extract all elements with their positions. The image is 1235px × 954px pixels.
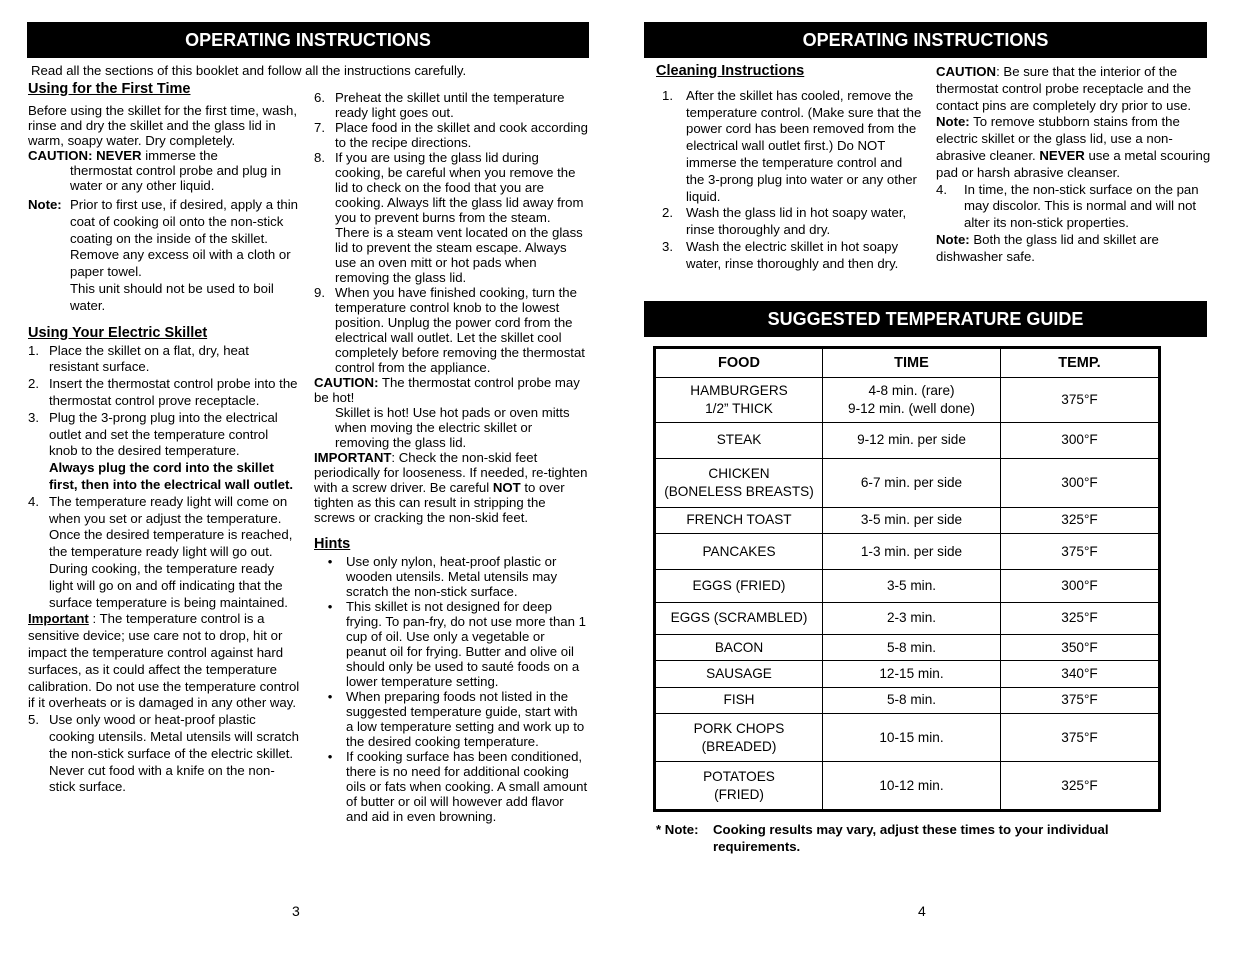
temp-cell [1001, 533, 1160, 569]
food-cell [655, 635, 823, 661]
table-row [655, 602, 1160, 634]
item-text: After the skillet has cooled, remove the temperature control. (Make sure that the power cord has been removed from the electrical wall outlet first.) Do NOT immerse the temperature control and the 3-prong plug into water or any other liquid. [686, 87, 922, 204]
temp-cell-line: 300°F [1061, 578, 1098, 594]
food-cell-line-2: (FRIED) [714, 786, 764, 802]
cleaning-note-2 [936, 232, 1212, 266]
table-row [655, 713, 1160, 762]
important-text-2: to over tighten as this can result in stripping the screws or cracking the non-skid feet. [314, 480, 565, 525]
food-cell-line: HAMBURGERS [690, 383, 788, 399]
temp-cell-line: 300°F [1061, 474, 1098, 490]
list-item [314, 120, 588, 150]
bullet-icon: • [327, 599, 333, 614]
important-text: : Check the non-skid feet periodically for looseness. If needed, re-tighten with a screw driver. Be careful [314, 450, 588, 495]
temp-cell-line: 300°F [1061, 432, 1098, 448]
first-time-caution [28, 148, 300, 163]
food-cell [655, 422, 823, 458]
food-cell-line: PANCAKES [702, 543, 776, 559]
item-text: Insert the thermostat control probe into the thermostat control prove receptacle. [49, 376, 298, 408]
item-text: If you are using the glass lid during cooking, be careful when you remove the lid to check on the food that you are cooking. Always lift the glass lid away from you to prevent burns from the steam. There is a steam vent located on the glass lid to prevent the steam escape. Always use an oven mitt or hot pads when removing the glass lid. [335, 150, 584, 285]
time-cell-line: 5-8 min. [886, 639, 937, 655]
item-text: Preheat the skillet until the temperature ready light goes out. [335, 90, 565, 120]
cleaning-caution [936, 64, 1212, 114]
item-number: 2. [662, 205, 673, 221]
caution-text-2: Skillet is hot! Use hot pads or oven mitts when moving the electric skillet or removing the glass lid. [335, 405, 570, 450]
intro-text: Read all the sections of this booklet and follow all the instructions carefully. [31, 63, 467, 78]
hint-item [314, 554, 588, 599]
list-item [936, 182, 1212, 232]
food-cell-line: EGGS (SCRAMBLED) [670, 610, 808, 626]
time-cell [823, 378, 1001, 422]
first-time-paragraph: Before using the skillet for the first time, wash, rinse and dry the skillet and the glass lid in warm, soapy water. Dry completely. [28, 103, 297, 148]
food-cell-line: STEAK [716, 432, 762, 448]
important-label: Important [28, 611, 89, 627]
caution-text: : Be sure that the interior of the thermostat control probe receptacle and the contact pins are completely dry prior to use. [936, 64, 1192, 113]
hint-item [314, 599, 588, 689]
temp-cell-line: 350°F [1061, 639, 1098, 655]
note-text: To remove stubborn stains from the electric skillet or the glass lid, use a non-abrasive cleaner. [936, 114, 1180, 163]
caution-text: The thermostat control probe may be hot! [314, 375, 580, 405]
header-time: TIME [823, 348, 1001, 378]
note-never: NEVER [1039, 147, 1085, 163]
time-cell [823, 459, 1001, 508]
cleaning-heading: Cleaning Instructions [656, 63, 805, 79]
food-cell-line-2: 1/2” THICK [705, 401, 773, 417]
food-cell [655, 687, 823, 713]
food-cell [655, 602, 823, 634]
food-cell-line: EGGS (FRIED) [692, 578, 786, 594]
item-number: 4. [28, 493, 39, 509]
item-text: Wash the glass lid in hot soapy water, rinse thoroughly and dry. [686, 205, 907, 238]
caution-rest: immerse the [141, 148, 218, 163]
list-item [314, 150, 588, 285]
table-row [655, 661, 1160, 687]
food-cell-line-2: (BONELESS BREASTS) [664, 483, 814, 499]
hints-heading: Hints [314, 536, 351, 552]
header-temp: TEMP. [1001, 348, 1160, 378]
list-item [646, 205, 922, 239]
food-cell [655, 459, 823, 508]
time-cell-line: 3-5 min. [886, 578, 937, 594]
hint-text: Use only nylon, heat-proof plastic or wooden utensils. Metal utensils may scratch the non-stick surface. [346, 554, 558, 599]
guide-banner: SUGGESTED TEMPERATURE GUIDE [644, 301, 1207, 337]
temp-cell [1001, 762, 1160, 811]
time-cell [823, 661, 1001, 687]
food-cell-line: BACON [714, 639, 764, 655]
footnote-label: * Note: [656, 822, 699, 837]
time-cell-line: 10-12 min. [879, 777, 944, 793]
important-note [28, 611, 300, 712]
time-cell-line: 6-7 min. per side [860, 474, 963, 490]
time-cell [823, 635, 1001, 661]
time-cell [823, 422, 1001, 458]
footnote [656, 821, 1166, 855]
caution-label: CAUTION [936, 64, 997, 79]
item-number: 3. [28, 409, 39, 425]
time-cell-line-2: 9-12 min. (well done) [848, 401, 975, 417]
item-text: Place the skillet on a flat, dry, heat resistant surface. [49, 342, 249, 375]
important-text: : The temperature control is a sensitive device; use care not to drop, hit or impact the temperature control against hard surfaces, as it could affect the temperature calibration. Do not use the temperature control if it overheats or is damaged in any other way. [28, 611, 300, 711]
time-cell-line: 9-12 min. per side [857, 432, 966, 448]
page-number-right: 4 [918, 903, 926, 919]
item-number: 6. [314, 90, 325, 105]
caution-label: CAUTION: [314, 375, 379, 390]
time-cell-line: 2-3 min. [886, 610, 937, 626]
temp-cell-line: 375°F [1061, 392, 1098, 408]
right-banner: OPERATING INSTRUCTIONS [644, 22, 1207, 58]
time-cell-line: 10-15 min. [879, 729, 944, 745]
table-row [655, 533, 1160, 569]
food-cell [655, 507, 823, 533]
caution-label: CAUTION: NEVER [28, 148, 142, 163]
cleaning-note [936, 114, 1212, 181]
list-item [646, 88, 922, 206]
note-label: Note: [28, 197, 62, 212]
header-food: FOOD [655, 348, 823, 378]
first-time-heading: Using for the First Time [28, 81, 191, 97]
temp-cell-line: 375°F [1061, 692, 1098, 708]
item-number: 5. [28, 712, 39, 728]
temp-cell [1001, 661, 1160, 687]
item-text: Place food in the skillet and cook according to the recipe directions. [335, 120, 588, 150]
item-number: 2. [28, 376, 39, 392]
note-text: Prior to first use, if desired, apply a thin coat of cooking oil onto the non-stick coating on the inside of the skillet. Remove any excess oil with a cloth or paper towel. [70, 197, 298, 280]
page-number-left: 3 [292, 903, 300, 919]
caution-continued: thermostat control probe and plug in water or any other liquid. [70, 163, 282, 193]
table-row [655, 378, 1160, 422]
electric-heading: Using Your Electric Skillet [28, 324, 208, 341]
time-cell [823, 602, 1001, 634]
left-column-1 [28, 81, 300, 796]
food-cell [655, 762, 823, 811]
food-cell [655, 570, 823, 602]
temp-cell [1001, 570, 1160, 602]
temp-cell-line: 325°F [1061, 777, 1098, 793]
table-row [655, 762, 1160, 811]
table-header-row [655, 348, 1160, 378]
temp-cell [1001, 687, 1160, 713]
hint-text: When preparing foods not listed in the suggested temperature guide, start with a low temperature setting and work up to the desired cooking temperature. [346, 689, 585, 749]
time-cell [823, 687, 1001, 713]
table-row [655, 459, 1160, 508]
list-item [28, 712, 300, 796]
time-cell [823, 713, 1001, 762]
food-cell-line: FISH [723, 692, 755, 708]
item-number: 8. [314, 150, 325, 165]
left-column-2 [314, 90, 588, 824]
time-cell [823, 533, 1001, 569]
item-number: 3. [662, 238, 673, 254]
temp-cell [1001, 378, 1160, 422]
item-text: Wash the electric skillet in hot soapy water, rinse thoroughly and then dry. [686, 238, 899, 271]
electric-list [28, 343, 300, 797]
important-not: NOT [492, 480, 521, 495]
food-cell-line-2: (BREADED) [701, 738, 777, 754]
hint-item [314, 689, 588, 749]
hint-item [314, 749, 588, 824]
item-number: 4. [936, 181, 947, 197]
bullet-icon: • [327, 689, 333, 704]
table-row [655, 570, 1160, 602]
food-cell [655, 661, 823, 687]
time-cell-line: 5-8 min. [886, 692, 937, 708]
item-text: In time, the non-stick surface on the pan may discolor. This is normal and will not alter its non-stick properties. [964, 181, 1199, 231]
table-row [655, 635, 1160, 661]
time-cell-line: 4-8 min. (rare) [868, 383, 955, 399]
time-cell [823, 762, 1001, 811]
temperature-guide-table [653, 346, 1161, 812]
time-cell-line: 3-5 min. per side [860, 512, 963, 528]
important-label: IMPORTANT [314, 450, 392, 465]
food-cell [655, 713, 823, 762]
list-item [28, 494, 300, 612]
food-cell [655, 378, 823, 422]
temp-cell-line: 340°F [1061, 665, 1098, 681]
food-cell-line: SAUSAGE [706, 665, 772, 681]
note-text: Both the glass lid and skillet are dishwasher safe. [936, 231, 1159, 264]
list-item [646, 239, 922, 273]
bullet-icon: • [327, 749, 333, 764]
note-label: Note: [936, 114, 970, 130]
bullet-icon: • [327, 554, 333, 569]
item-bold-warning: Always plug the cord into the skillet first, then into the electrical wall outlet. [49, 460, 294, 492]
item-number: 7. [314, 120, 325, 135]
item-text: The temperature ready light will come on when you set or adjust the temperature. Once the desired temperature is reached, the temperature ready light will go out. During cooking, the temperature ready light will go on and off indicating that the surface temperature is being maintained. [49, 493, 293, 610]
list-item [314, 90, 588, 120]
note-text-2: use a metal scouring pad or harsh abrasive cleanser. [936, 147, 1211, 180]
temp-cell [1001, 507, 1160, 533]
time-cell [823, 507, 1001, 533]
temp-cell [1001, 713, 1160, 762]
food-cell-line: FRENCH TOAST [686, 512, 792, 528]
item-number: 1. [28, 342, 39, 358]
food-cell-line: POTATOES [703, 768, 775, 784]
item-number: 9. [314, 285, 325, 300]
cleaning-column-2 [936, 64, 1212, 266]
food-cell [655, 533, 823, 569]
note-text-2: This unit should not be used to boil water. [70, 280, 274, 313]
temp-cell [1001, 635, 1160, 661]
temp-cell-line: 325°F [1061, 610, 1098, 626]
note-label: Note: [936, 231, 970, 247]
hint-text: This skillet is not designed for deep frying. To pan-fry, do not use more than 1 cup of oil. Use only a vegetable or peanut oil for frying. Butter and olive oil should only be used to sauté foods on a lower temperature setting. [346, 599, 586, 689]
caution-block [314, 375, 588, 450]
table-row [655, 507, 1160, 533]
time-cell-line: 12-15 min. [879, 665, 944, 681]
time-cell-line: 1-3 min. per side [860, 543, 963, 559]
item-text: Plug the 3-prong plug into the electrical outlet and set the temperature control knob to the desired temperature. [49, 409, 278, 459]
cleaning-column-1 [646, 63, 922, 273]
item-text: When you have finished cooking, turn the temperature control knob to the lowest position. Unplug the power cord from the electrical wall outlet. Let the skillet cool completely before removing the thermostat control from the appliance. [335, 285, 585, 375]
temp-cell [1001, 602, 1160, 634]
footnote-text: Cooking results may vary, adjust these times to your individual requirements. [713, 822, 1109, 854]
item-text: Use only wood or heat-proof plastic cooking utensils. Metal utensils will scratch the non-stick surface of the electric skillet. Never cut food with a knife on the non-stick surface. [49, 712, 299, 795]
temp-cell-line: 325°F [1061, 512, 1098, 528]
table-row [655, 687, 1160, 713]
temp-cell-line: 375°F [1061, 729, 1098, 745]
temp-cell-line: 375°F [1061, 543, 1098, 559]
first-time-note [28, 197, 300, 315]
item-number: 1. [662, 87, 673, 103]
list-item [314, 285, 588, 375]
food-cell-line: PORK CHOPS [693, 720, 785, 736]
hint-text: If cooking surface has been conditioned, there is no need for additional cooking oils or fats when cooking. A small amount of butter or oil will however add flavor and aid in even browning. [346, 749, 588, 824]
list-item [28, 343, 300, 377]
temp-cell [1001, 422, 1160, 458]
time-cell [823, 570, 1001, 602]
food-cell-line: CHICKEN [708, 465, 770, 481]
important-block [314, 450, 588, 525]
list-item [28, 410, 300, 494]
table-row [655, 422, 1160, 458]
list-item [28, 376, 300, 410]
left-banner: OPERATING INSTRUCTIONS [27, 22, 589, 58]
temp-cell [1001, 459, 1160, 508]
